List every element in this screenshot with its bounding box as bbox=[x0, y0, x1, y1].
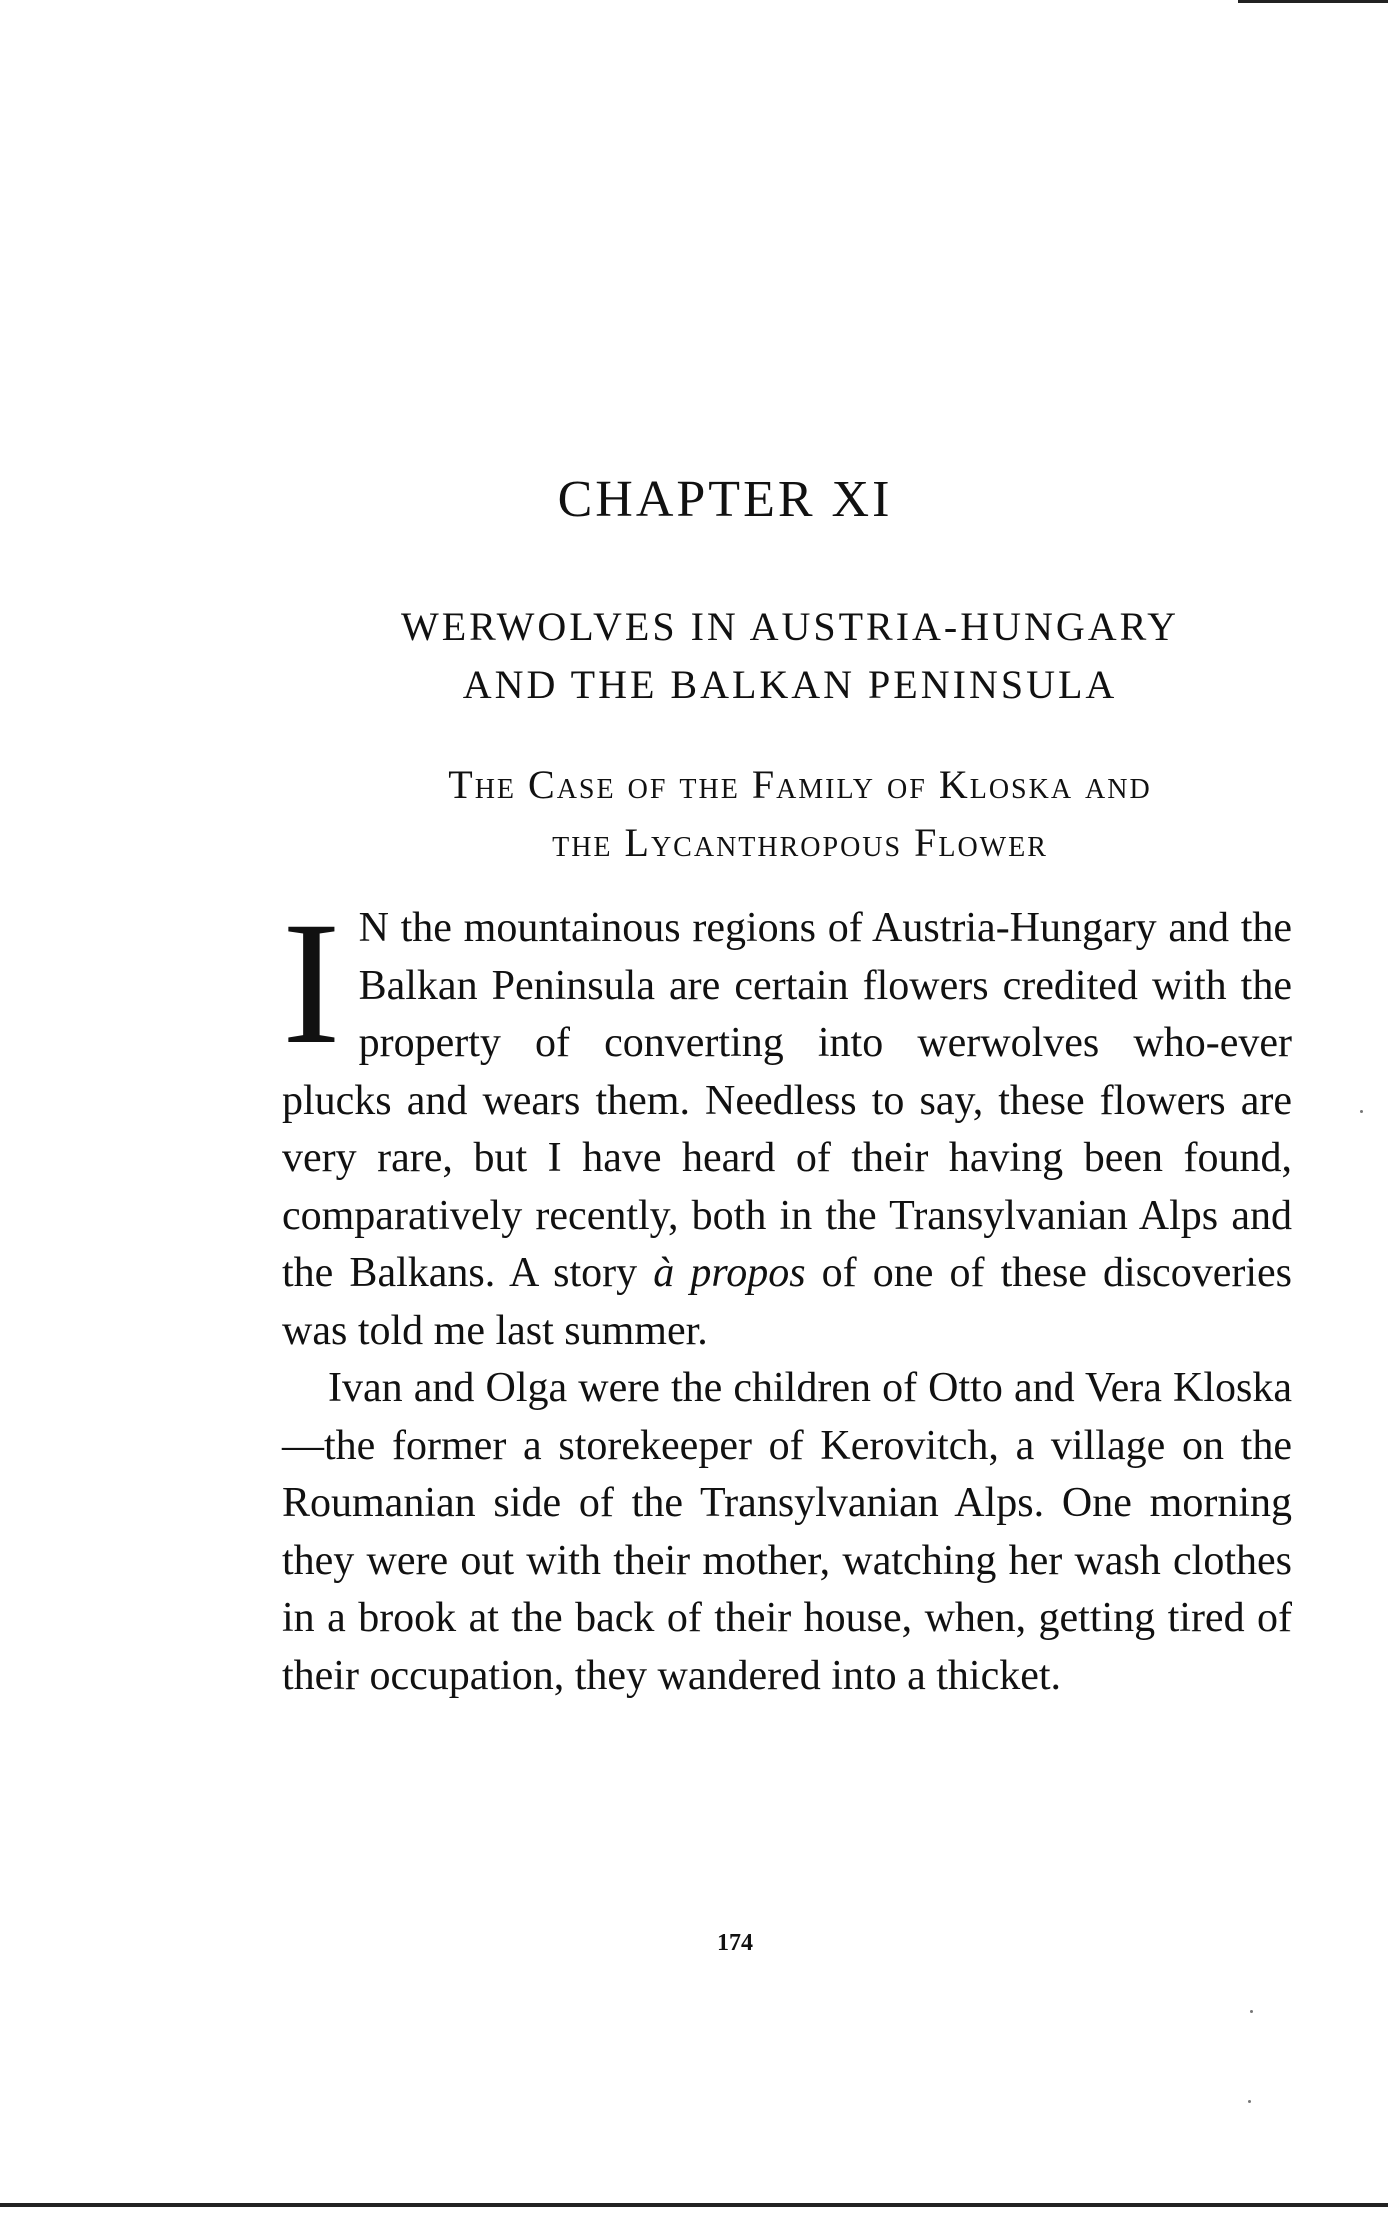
top-edge-rule bbox=[1238, 0, 1388, 3]
paragraph-1-italic: à propos bbox=[653, 1250, 806, 1296]
bottom-edge-rule bbox=[0, 2203, 1388, 2207]
drop-cap: I bbox=[282, 886, 341, 1081]
scan-speck bbox=[1250, 2010, 1253, 2013]
chapter-subtitle bbox=[310, 598, 1270, 714]
scan-speck bbox=[1248, 2100, 1251, 2103]
chapter-title: CHAPTER XI bbox=[557, 471, 893, 528]
body-text bbox=[282, 886, 1292, 1705]
paragraph-2: Ivan and Olga were the children of Otto and Vera Kloska—the former a storekeeper of Kerovitch, a village on the Roumanian side of the Transylvanian Alps. One morning they were out with their mother, watching her wash clothes in a brook at the back of their house, when, getting tired of their occupation, they wandered into a thicket. bbox=[282, 1365, 1292, 1699]
section-heading-line-2: the Lycanthropous Flower bbox=[552, 820, 1048, 865]
chapter-subtitle-line-1: WERWOLVES IN AUSTRIA-HUNGARY bbox=[400, 604, 1180, 649]
paragraph-1 bbox=[282, 886, 1292, 1360]
chapter-subtitle-line-2: AND THE BALKAN PENINSULA bbox=[462, 662, 1118, 707]
scan-speck bbox=[1360, 1110, 1363, 1113]
paragraph-1-text-a: N the mountainous regions of Austria-Hungary and the Balkan Peninsula are certain flowers credited with the property of converting into werwolves who-ever plucks and wears them. Needless to say, these flowers are very rare, but I have heard of their having been found, comparatively recently, both in the Transylvanian Alps and the Balkans. A story bbox=[282, 905, 1292, 1296]
section-heading-line-1: The Case of the Family of Kloska and bbox=[448, 762, 1152, 807]
section-heading bbox=[310, 756, 1290, 872]
paragraph-1-text-b: of one of these discoveries was told me last summer. bbox=[282, 1250, 1292, 1354]
page-number: 174 bbox=[717, 1930, 753, 1956]
